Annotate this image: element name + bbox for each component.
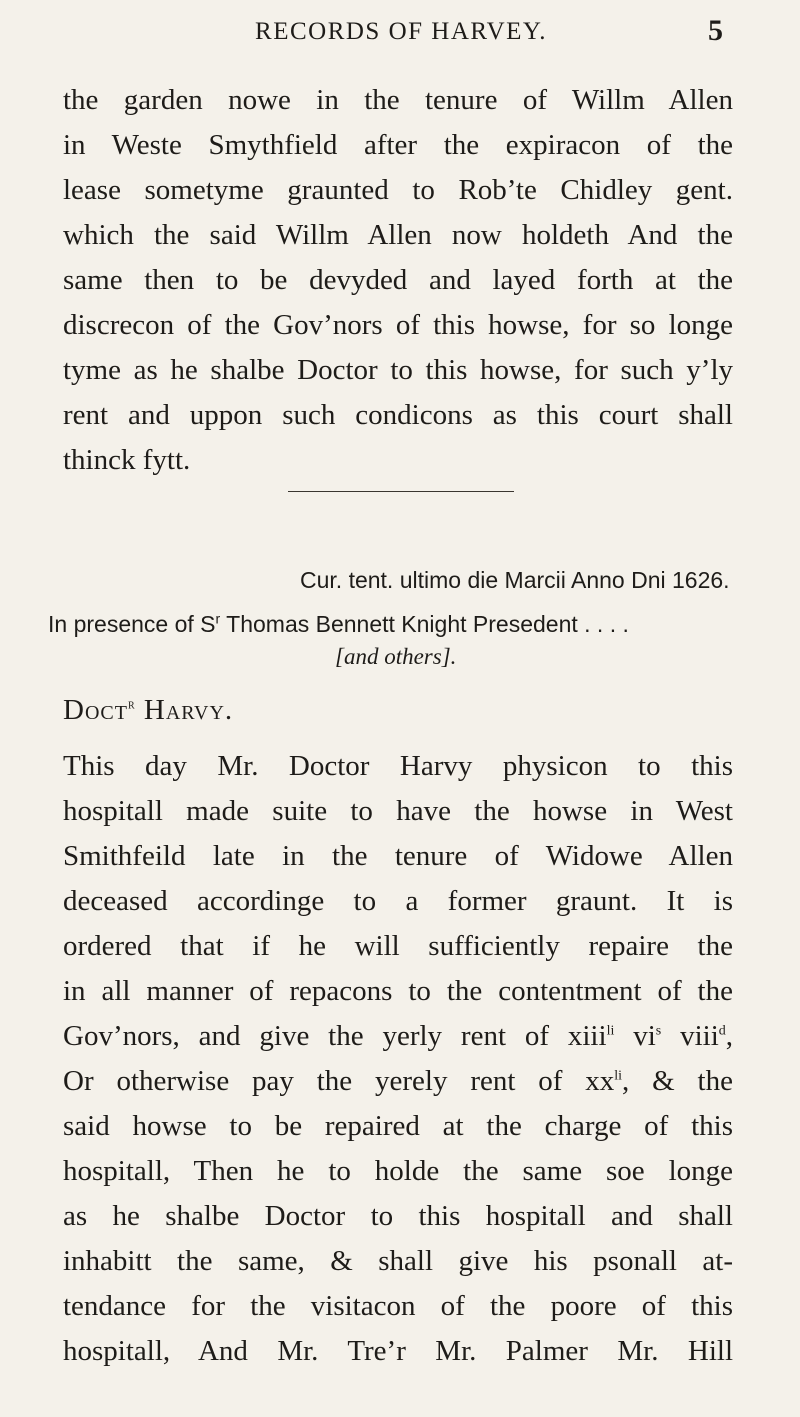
text-line: tyme as he shalbe Doctor to this howse, for such y’ly [63,354,733,386]
court-session-line: Cur. tent. ultimo die Marcii Anno Dni 1626. [300,567,730,593]
superscript: d [718,1023,726,1039]
superscript: s [655,1023,662,1039]
entry-title [63,694,233,727]
text-line: lease sometyme graunted to Rob’te Chidley gent. [63,174,733,206]
text-line: which the said Willm Allen now holdeth And the [63,219,733,251]
superscript: r [127,697,136,713]
rent-text: , [725,1020,734,1052]
text-line: rent and uppon such condicons as this court shall [63,399,733,431]
superscript: li [614,1068,623,1084]
text-line: said howse to be repaired at the charge of this [63,1110,733,1142]
text-line-rent [63,1018,733,1054]
text-line: Smithfeild late in the tenure of Widowe Allen [63,840,733,872]
text-line: hospitall, Then he to holde the same soe longe [63,1155,733,1187]
section-divider [288,491,514,492]
text-line: inhabitt the same, & shall give his psonall at- [63,1245,733,1277]
text-line: as he shalbe Doctor to this hospitall and shall [63,1200,733,1232]
rent-text: viii [661,1020,719,1052]
title-prefix: Doct [63,694,128,726]
superscript: li [606,1023,615,1039]
text-line: in Weste Smythfield after the expiracon of the [63,129,733,161]
text-line-alt-rent [63,1063,733,1099]
title-name: Harvy. [135,694,234,726]
presence-rest: Thomas Bennett Knight Presedent . . . . [220,611,629,637]
text-line: thinck fytt. [63,444,191,476]
text-line: hospitall, And Mr. Tre’r Mr. Palmer Mr. Hill [63,1335,733,1367]
text-line: discrecon of the Gov’nors of this howse, for so longe [63,309,733,341]
presence-line [48,611,629,638]
text-line: in all manner of repacons to the contentment of the [63,975,733,1007]
presence-prefix: In presence of S [48,611,216,637]
rent-text: Or otherwise pay the yerely rent of xx [63,1065,615,1097]
text-line: deceased accordinge to a former graunt. It is [63,885,733,917]
text-line: tendance for the visitacon of the poore of this [63,1290,733,1322]
text-line: the garden nowe in the tenure of Willm Allen [63,84,733,116]
rent-text: vi [614,1020,656,1052]
page-number: 5 [708,14,723,47]
rent-text: , & the [622,1065,733,1097]
and-others-note: [and others]. [335,644,457,669]
text-line: This day Mr. Doctor Harvy physicon to this [63,750,733,782]
text-line: ordered that if he will sufficiently repaire the [63,930,733,962]
running-header: RECORDS OF HARVEY. [255,18,547,45]
superscript: r [215,610,221,627]
text-line: hospitall made suite to have the howse in West [63,795,733,827]
text-line: same then to be devyded and layed forth at the [63,264,733,296]
rent-text: Gov’nors, and give the yerly rent of xiii [63,1020,607,1052]
